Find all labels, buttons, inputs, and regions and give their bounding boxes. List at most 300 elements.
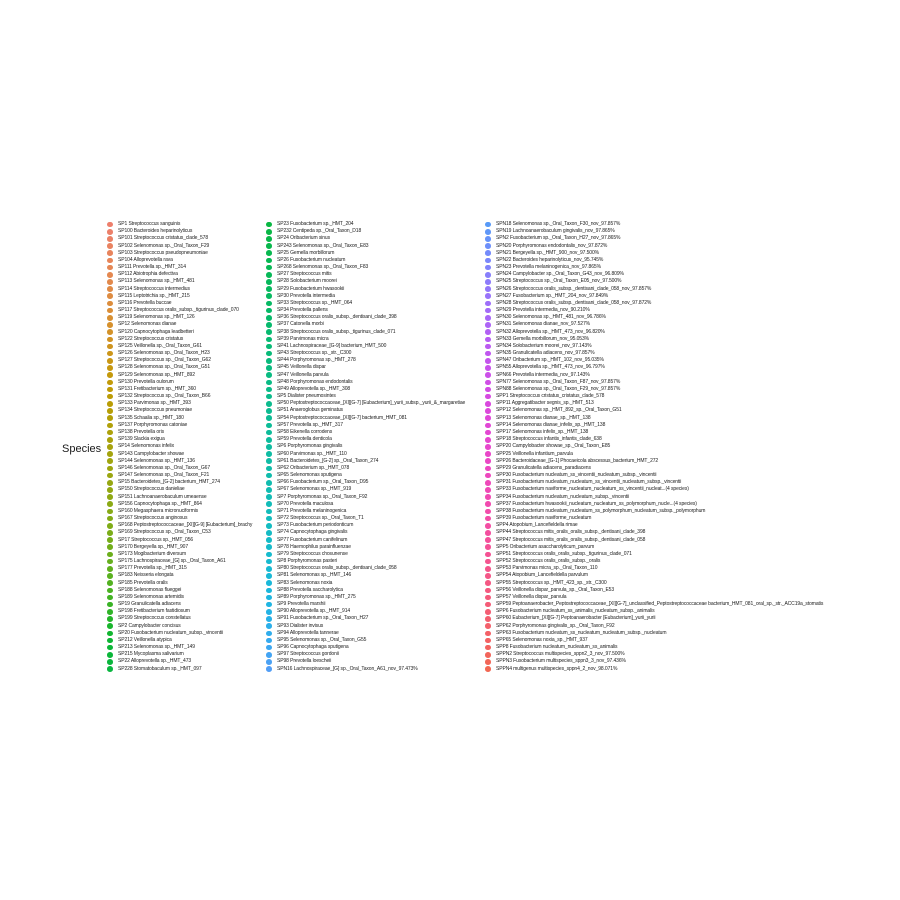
legend-label: SP43 Streptococcus sp._str._C300: [277, 350, 352, 357]
legend-label: SP212 Veillonella atypica: [118, 636, 172, 643]
legend-swatch: [107, 537, 113, 543]
legend-label: SP243 Selenomonas sp._Oral_Taxon_E83: [277, 242, 369, 249]
legend-swatch: [266, 616, 272, 622]
legend-label: SP97 Streptococcus gordonii: [277, 651, 339, 658]
legend-swatch: [266, 430, 272, 436]
legend-swatch: [107, 265, 113, 271]
legend-label: SP135 Schaalia sp._HMT_180: [118, 414, 184, 421]
legend-swatch: [266, 595, 272, 601]
legend-label: SP93 Dialister invisus: [277, 622, 324, 629]
legend-swatch: [485, 301, 491, 307]
legend-swatch: [107, 580, 113, 586]
legend-swatch: [107, 530, 113, 536]
legend-swatch: [266, 537, 272, 543]
legend-label: SP198 Fretibacterium fastidiosum: [118, 608, 190, 615]
legend-label: SP115 Leptotrichia sp._HMT_215: [118, 292, 190, 299]
legend-swatch: [485, 272, 491, 278]
legend-label: SPN22 Bacteroides heparinolyticus_nov_95.745%: [496, 256, 604, 263]
legend-label: SP66 Fusobacterium sp._Oral_Taxon_D95: [277, 479, 369, 486]
legend-label: SP90 Alloprevotella sp._HMT_914: [277, 608, 351, 615]
legend-swatch: [485, 430, 491, 436]
legend-swatch: [266, 394, 272, 400]
legend-swatch: [266, 286, 272, 292]
legend-swatch: [107, 566, 113, 572]
legend-label: SP26 Fusobacterium nucleatum: [277, 256, 346, 263]
legend-label: SPP62 Porphyromonas gingivalis_sp._Oral_Taxon_F92: [496, 622, 615, 629]
legend-swatch: [485, 222, 491, 228]
legend-label: SPN33 Gemella morbillorum_nov_95.053%: [496, 335, 590, 342]
legend-swatch: [107, 329, 113, 335]
legend-swatch: [107, 652, 113, 658]
legend-swatch: [485, 623, 491, 629]
legend-label: SP12 Selenomonas dianae: [118, 321, 177, 328]
legend-label: SPN21 Bergeyella sp._HMT_900_nov_97.500%: [496, 249, 600, 256]
legend-label: SPN18 Selenomonas sp._Oral_Taxon_F30_nov_97.857%: [496, 221, 621, 227]
legend-label: SP79 Streptococcus chosunense: [277, 550, 348, 557]
legend-swatch: [107, 480, 113, 486]
legend-swatch: [107, 365, 113, 371]
legend-swatch: [266, 229, 272, 235]
legend-label: SP120 Capnocytophaga leadbetteri: [118, 328, 194, 335]
legend-label: SP114 Streptococcus intermedius: [118, 285, 190, 292]
legend-label: SP38 Streptococcus oralis_subsp._tigurinus_clade_071: [277, 328, 396, 335]
legend-swatch: [107, 623, 113, 629]
legend-swatch: [107, 315, 113, 321]
legend-swatch: [107, 279, 113, 285]
legend-label: SP183 Neisseria elongata: [118, 572, 174, 579]
legend-swatch: [485, 293, 491, 299]
legend-swatch: [107, 358, 113, 364]
legend-swatch: [107, 337, 113, 343]
legend-label: SPP39 Fusobacterium naviforme_nucleatum: [496, 515, 592, 522]
legend-swatch: [266, 279, 272, 285]
legend-label: SP58 Eikenella corrodens: [277, 428, 333, 435]
legend-swatch: [107, 616, 113, 622]
legend-swatch: [266, 387, 272, 393]
legend-label: SP49 Alloprevotella sp._HMT_308: [277, 385, 351, 392]
legend-label: SP134 Streptococcus pneumoniae: [118, 407, 192, 414]
legend-swatch: [107, 351, 113, 357]
legend-swatch: [107, 286, 113, 292]
legend-swatch: [107, 229, 113, 235]
legend-swatch: [485, 265, 491, 271]
legend-label: SPP63 Fusobacterium nucleatum_ss_nucleatum_nucleatum_subsp._nucleatum: [496, 629, 667, 636]
legend-label: SPN66 Prevotella intermedia_nov_97.143%: [496, 371, 590, 378]
legend-label: SP30 Prevotella intermedia: [277, 292, 335, 299]
legend-swatch: [485, 387, 491, 393]
legend-swatch: [107, 387, 113, 393]
legend-swatch: [266, 337, 272, 343]
legend-label: SP175 Lachnospiraceae_[G] sp._Oral_Taxon_A61: [118, 558, 226, 565]
legend-label: SPP60 Eubacterium_[XI][G-7] Peptoanaerobacter [Eubacterium]_yurii_yurii: [496, 615, 656, 622]
legend-swatch: [266, 344, 272, 350]
legend-swatch: [266, 272, 272, 278]
legend-label: SPP57 Veillonella dispar_parvula: [496, 593, 567, 600]
legend-swatch: [107, 458, 113, 464]
legend-label: SP1 Streptococcus sanguinis: [118, 221, 181, 227]
legend-label: SPP5 Oribacterium asaccharolyticum_parvum: [496, 543, 595, 550]
legend-label: SP113 Selenomonas sp._HMT_481: [118, 278, 195, 285]
legend-label: SP78 Haemophilus parainfluenzae: [277, 543, 351, 550]
legend-label: SPN26 Streptococcus oralis_subsp._dentisani_clade_058_nov_97.857%: [496, 285, 652, 292]
legend-label: SPP65 Selenomonas noxia_sp._HMT_937: [496, 636, 588, 643]
legend-swatch: [485, 645, 491, 651]
legend-label: SPP52 Streptococcus oralis_oralis_subsp._oralis: [496, 558, 601, 565]
legend-label: SP102 Selenomonas sp._Oral_Taxon_F29: [118, 242, 210, 249]
legend-swatch: [266, 559, 272, 565]
legend-label: SP215 Mycoplasma salivarium: [118, 651, 184, 658]
legend-label: SP81 Selenomonas sp._HMT_146: [277, 572, 352, 579]
legend-swatch: [266, 501, 272, 507]
legend-label: SPN23 Prevotella melaninogenica_nov_97.865%: [496, 264, 601, 271]
legend-label: SP23 Fusobacterium sp._HMT_204: [277, 221, 354, 227]
legend-swatch: [107, 322, 113, 328]
legend-label: SP189 Selenomonas artemidis: [118, 593, 184, 600]
legend-label: SP129 Selenomonas sp._HMT_892: [118, 371, 195, 378]
legend-swatch: [485, 566, 491, 572]
legend-swatch: [266, 437, 272, 443]
legend-label: SPP44 Streptococcus mitis_oralis_oralis_subsp._dentisani_clade_398: [496, 529, 646, 536]
legend-label: SPP47 Streptococcus mitis_oralis_oralis_subsp._dentisani_clade_058: [496, 536, 646, 543]
legend-label: SPP11 Aggregatibacter segnis_sp._HMT_513: [496, 400, 594, 407]
legend-label: SP57 Prevotella sp._HMT_317: [277, 421, 343, 428]
legend-swatch: [266, 250, 272, 256]
legend-label: SP177 Prevotella sp._HMT_315: [118, 565, 187, 572]
legend-swatch: [485, 236, 491, 242]
legend-swatch: [485, 358, 491, 364]
legend-label: SPP31 Fusobacterium nucleatum_nucleatum_ss_vincentii_nucleatum_subsp._vincentii: [496, 479, 682, 486]
legend-swatch: [485, 329, 491, 335]
legend-swatch: [485, 580, 491, 586]
legend-swatch: [266, 573, 272, 579]
legend-label: SP95 Selenomonas sp._Oral_Taxon_G55: [277, 636, 367, 643]
legend-label: SP36 Streptococcus oralis_subsp._dentisani_clade_398: [277, 314, 397, 321]
legend-label: SP122 Streptococcus cristatus: [118, 335, 184, 342]
legend-label: SPN77 Selenomonas sp._Oral_Taxon_F87_nov_97.857%: [496, 378, 621, 385]
legend-swatch: [485, 250, 491, 256]
legend-label: SP60 Parvimonas sp._HMT_110: [277, 450, 347, 457]
legend-swatch: [266, 494, 272, 500]
legend-swatch: [107, 666, 113, 672]
legend-label: SP88 Prevotella saccharolytica: [277, 586, 343, 593]
legend-swatch: [485, 501, 491, 507]
legend-label: SP77 Fusobacterium canifelinum: [277, 536, 348, 543]
legend-label: SP94 Alloprevotella tannerae: [277, 629, 339, 636]
legend-swatch: [485, 308, 491, 314]
legend-label: SP37 Catonella morbi: [277, 321, 324, 328]
legend-label: SP103 Streptococcus pseudopneumoniae: [118, 249, 208, 256]
legend-label: SP232 Centipeda sp._Oral_Taxon_D18: [277, 228, 362, 235]
legend-label: SPP6 Fusobacterium nucleatum_ss_animalis_nucleatum_subsp._animalis: [496, 608, 655, 615]
legend-label: SP168 Peptostreptococcaceae_[XI][G-9] [Eubacterium]_brachy: [118, 522, 253, 529]
legend-swatch: [266, 659, 272, 665]
legend-swatch: [485, 458, 491, 464]
legend-swatch: [266, 365, 272, 371]
legend-swatch: [107, 236, 113, 242]
legend-label: SP228 Stomatobaculum sp._HMT_097: [118, 665, 202, 672]
legend-label: SP44 Porphyromonas sp._HMT_278: [277, 357, 356, 364]
legend-label: SP2 Campylobacter concisus: [118, 622, 181, 629]
legend-swatch: [485, 466, 491, 472]
legend-swatch: [485, 451, 491, 457]
legend-swatch: [485, 530, 491, 536]
legend-swatch: [107, 272, 113, 278]
legend-label: SP98 Prevotella loescheii: [277, 658, 332, 665]
legend-swatch: [485, 408, 491, 414]
legend-label: SP125 Veillonella sp._Oral_Taxon_G61: [118, 342, 202, 349]
legend-label: SP119 Selenomonas sp._HMT_126: [118, 314, 195, 321]
legend-swatch: [266, 451, 272, 457]
legend-title: Species: [62, 443, 102, 455]
legend-label: SP22 Alloprevotella sp._HMT_473: [118, 658, 192, 665]
legend-label: SP7 Porphyromonas sp._Oral_Taxon_F92: [277, 493, 368, 500]
legend-label: SP151 Lachnoanaerobaculum umeaense: [118, 493, 207, 500]
legend-swatch: [107, 301, 113, 307]
legend-label: SPN16 Lachnospiraceae_[G] sp._Oral_Taxon_A61_nov_97.473%: [277, 665, 418, 672]
legend-label: SP112 Abiotrophia defectiva: [118, 271, 178, 278]
legend-swatch: [485, 322, 491, 328]
legend-label: SPP14 Selenomonas dianae_infelix_sp._HMT_138: [496, 421, 606, 428]
legend-label: SP34 Prevotella pallens: [277, 307, 328, 314]
legend-label: SP73 Fusobacterium periodonticum: [277, 522, 354, 529]
legend-label: SP65 Selenomonas sputigena: [277, 472, 342, 479]
legend-swatch: [485, 494, 491, 500]
legend-label: SP15 Bacteroidetes_[G-2] bacterium_HMT_274: [118, 479, 220, 486]
legend-label: SPN34 Solobacterium moorei_nov_97.143%: [496, 342, 592, 349]
legend-swatch: [485, 523, 491, 529]
legend-swatch: [266, 258, 272, 264]
legend-swatch: [107, 344, 113, 350]
legend-label: SP117 Streptococcus oralis_subsp._tigurinus_clade_070: [118, 307, 239, 314]
legend-label: SP50 Peptostreptococcaceae_[XI][G-7] [Eubacterium]_yurii_subsp._yurii_&_margaretiae: [277, 400, 466, 407]
legend-label: SPN29 Prevotella intermedia_nov_90.210%: [496, 307, 590, 314]
legend-swatch: [485, 652, 491, 658]
legend-swatch: [485, 537, 491, 543]
legend-label: SP96 Capnocytophaga sputigena: [277, 644, 349, 651]
legend-label: SP28 Solobacterium moorei: [277, 278, 337, 285]
legend-label: SPP51 Streptococcus oralis_oralis_subsp._tigurinus_clade_071: [496, 550, 632, 557]
legend-swatch: [266, 222, 272, 228]
legend-label: SP167 Streptococcus anginosus: [118, 515, 188, 522]
legend-swatch: [485, 229, 491, 235]
legend-swatch: [107, 380, 113, 386]
legend-label: SPP29 Granulicatella adiacens_paradiacens: [496, 464, 591, 471]
legend-label: SPN32 Alloprevotella sp._HMT_473_nov_96.820%: [496, 328, 605, 335]
legend-swatch: [266, 473, 272, 479]
legend-swatch: [107, 308, 113, 314]
legend-swatch: [266, 329, 272, 335]
legend-swatch: [266, 466, 272, 472]
legend-swatch: [107, 451, 113, 457]
legend-label: SP14 Selenomonas infelix: [118, 443, 174, 450]
legend-swatch: [266, 480, 272, 486]
legend-swatch: [266, 265, 272, 271]
legend-label: SP24 Oribacterium sinus: [277, 235, 331, 242]
legend-swatch: [266, 523, 272, 529]
legend-swatch: [107, 559, 113, 565]
legend-label: SP25 Gemella morbillorum: [277, 249, 335, 256]
legend-label: SPP54 Atopobium_Lancefieldella parvulum: [496, 572, 588, 579]
legend-swatch: [485, 631, 491, 637]
legend-swatch: [266, 638, 272, 644]
legend-label: SPP1 Streptococcus cristatus_cristatus_clade_578: [496, 393, 605, 400]
legend-swatch: [107, 394, 113, 400]
legend-label: SP47 Veillonella parvula: [277, 371, 329, 378]
legend-swatch: [266, 588, 272, 594]
legend-swatch: [107, 401, 113, 407]
legend-label: SPP4 Atopobium_Lancefieldella rimae: [496, 522, 578, 529]
legend-swatch: [107, 250, 113, 256]
legend-label: SP130 Prevotella oulorum: [118, 378, 174, 385]
legend-label: SPP33 Fusobacterium naviforme_nucleatum_nucleatum_ss_vincentii_nucleat...(4 species): [496, 486, 689, 493]
legend-label: SPP26 Bacteroidaceae_[G-1] Phocaeicola abscessus_bacterium_HMT_272: [496, 457, 659, 464]
legend-label: SP29 Fusobacterium hwasookii: [277, 285, 345, 292]
legend-swatch: [485, 573, 491, 579]
legend-swatch: [485, 609, 491, 615]
legend-swatch: [107, 638, 113, 644]
legend-swatch: [266, 645, 272, 651]
legend-label: SP199 Streptococcus constellatus: [118, 615, 191, 622]
legend-label: SP80 Streptococcus oralis_subsp._dentisani_clade_058: [277, 565, 397, 572]
legend-swatch: [107, 423, 113, 429]
legend-swatch: [266, 509, 272, 515]
legend-label: SP132 Streptococcus sp._Oral_Taxon_B66: [118, 393, 211, 400]
legend-swatch: [266, 322, 272, 328]
legend-swatch: [107, 595, 113, 601]
legend-label: SPN2 Fusobacterium sp._Oral_Taxon_H27_nov_97.865%: [496, 235, 621, 242]
legend-label: SP67 Selenomonas sp._HMT_919: [277, 486, 352, 493]
legend-swatch: [266, 415, 272, 421]
legend-label: SP19 Granulicatella adiacens: [118, 601, 181, 608]
legend-label: SP111 Prevotella sp._HMT_314: [118, 264, 186, 271]
legend-swatch: [107, 501, 113, 507]
legend-swatch: [485, 415, 491, 421]
legend-label: SP41 Lachnospiraceae_[G-9] bacterium_HMT_500: [277, 342, 387, 349]
legend-label: SPN30 Selenomonas sp._HMT_481_nov_96.786%: [496, 314, 606, 321]
legend-label: SP156 Capnocytophaga sp._HMT_864: [118, 500, 202, 507]
legend-swatch: [485, 588, 491, 594]
legend-swatch: [266, 243, 272, 249]
legend-swatch: [485, 473, 491, 479]
legend-label: SP61 Bacteroidetes_[G-2] sp._Oral_Taxon_274: [277, 457, 379, 464]
legend-label: SP51 Anaeroglobus geminatus: [277, 407, 343, 414]
legend-swatch: [266, 401, 272, 407]
legend-swatch: [107, 588, 113, 594]
legend-label: SPP25 Veillonella infantium_parvula: [496, 450, 573, 457]
legend-swatch: [266, 652, 272, 658]
legend-swatch: [485, 516, 491, 522]
legend-swatch: [266, 423, 272, 429]
legend-swatch: [107, 494, 113, 500]
legend-label: SP173 Mogibacterium diversum: [118, 550, 187, 557]
legend-label: SPP20 Campylobacter showae_sp._Oral_Taxon_E85: [496, 443, 611, 450]
legend-label: SP72 Streptococcus sp._Oral_Taxon_T1: [277, 515, 364, 522]
legend-label: SPP17 Selenomonas infelix_sp._HMT_138: [496, 428, 589, 435]
legend-swatch: [107, 408, 113, 414]
legend-swatch: [485, 559, 491, 565]
legend-swatch: [107, 631, 113, 637]
legend-label: SPN25 Streptococcus sp._Oral_Taxon_E05_nov_97.500%: [496, 278, 622, 285]
legend-label: SP9 Prevotella marshii: [277, 601, 326, 608]
legend-swatch: [107, 509, 113, 515]
legend-swatch: [107, 473, 113, 479]
legend-swatch: [485, 595, 491, 601]
legend-swatch: [266, 236, 272, 242]
legend-label: SP83 Selenomonas noxia: [277, 579, 333, 586]
legend-swatch: [107, 372, 113, 378]
legend-swatch: [107, 466, 113, 472]
legend-swatch: [107, 243, 113, 249]
legend-swatch: [485, 337, 491, 343]
legend-label: SPP8 Fusobacterium nucleatum_nucleatum_ss_animalis: [496, 644, 618, 651]
legend-swatch: [266, 351, 272, 357]
legend-swatch: [266, 444, 272, 450]
legend-swatch: [485, 437, 491, 443]
legend-swatch: [107, 645, 113, 651]
legend-label: SPP30 Fusobacterium nucleatum_ss_vincentii_nucleatum_subsp._vincentii: [496, 472, 657, 479]
legend-label: SP144 Selenomonas sp._HMT_136: [118, 457, 195, 464]
legend-label: SPPN3 Fusobacterium multispecies_sppn3_3_nov_97.436%: [496, 658, 626, 665]
legend-label: SP147 Selenomonas sp._Oral_Taxon_F21: [118, 472, 210, 479]
legend-label: SP17 Streptococcus sp._HMT_056: [118, 536, 194, 543]
legend-swatch: [485, 315, 491, 321]
legend-label: SP139 Slackia exigua: [118, 436, 165, 443]
legend-swatch: [266, 358, 272, 364]
legend-label: SP8 Porphyromonas pasteri: [277, 558, 338, 565]
legend-swatch: [107, 437, 113, 443]
legend-label: SP128 Selenomonas sp._Oral_Taxon_G51: [118, 364, 211, 371]
legend-swatch: [485, 344, 491, 350]
legend-swatch: [485, 279, 491, 285]
legend-swatch: [266, 458, 272, 464]
legend-swatch: [485, 243, 491, 249]
legend-swatch: [485, 552, 491, 558]
legend-swatch: [266, 315, 272, 321]
legend-label: SP160 Megasphaera micronuciformis: [118, 507, 199, 514]
legend-label: SP138 Prevotella oris: [118, 428, 164, 435]
legend-label: SP39 Parvimonas micra: [277, 335, 329, 342]
legend-swatch: [485, 509, 491, 515]
legend-swatch: [485, 666, 491, 672]
legend-swatch: [266, 308, 272, 314]
legend-label: SP143 Campylobacter showae: [118, 450, 185, 457]
legend-swatch: [485, 616, 491, 622]
legend-swatch: [266, 602, 272, 608]
legend-label: SP54 Peptostreptococcaceae_[XI][G-7] bacterium_HMT_081: [277, 414, 407, 421]
legend-label: SPP12 Selenomonas sp._HMT_892_sp._Oral_Taxon_G51: [496, 407, 622, 414]
legend-swatch: [485, 544, 491, 550]
legend-label: SPN35 Granulicatella adiacens_nov_97.857%: [496, 350, 595, 357]
legend-swatch: [485, 258, 491, 264]
legend-swatch: [107, 516, 113, 522]
legend-label: SP185 Prevotella oralis: [118, 579, 168, 586]
legend-swatch: [107, 258, 113, 264]
legend-label: SP268 Selenomonas sp._Oral_Taxon_F83: [277, 264, 369, 271]
legend-swatch: [485, 401, 491, 407]
legend-label: SP101 Streptococcus cristatus_clade_578: [118, 235, 209, 242]
legend-label: SPN20 Porphyromonas endodontalis_nov_97.872%: [496, 242, 608, 249]
legend-label: SPN47 Oribacterium sp._HMT_102_nov_95.035%: [496, 357, 604, 364]
legend-label: SP170 Bergeyella sp._HMT_907: [118, 543, 189, 550]
legend-swatch: [266, 372, 272, 378]
legend-label: SPP55 Streptococcus sp._HMT_423_sp._str._C300: [496, 579, 607, 586]
legend-swatch: [107, 523, 113, 529]
legend-swatch: [107, 487, 113, 493]
legend-label: SP59 Prevotella denticola: [277, 436, 332, 443]
legend-label: SPN27 Fusobacterium sp._HMT_204_nov_97.849%: [496, 292, 609, 299]
legend-label: SP104 Alloprevotella rava: [118, 256, 173, 263]
legend-label: SP48 Porphyromonas endodontalis: [277, 378, 353, 385]
